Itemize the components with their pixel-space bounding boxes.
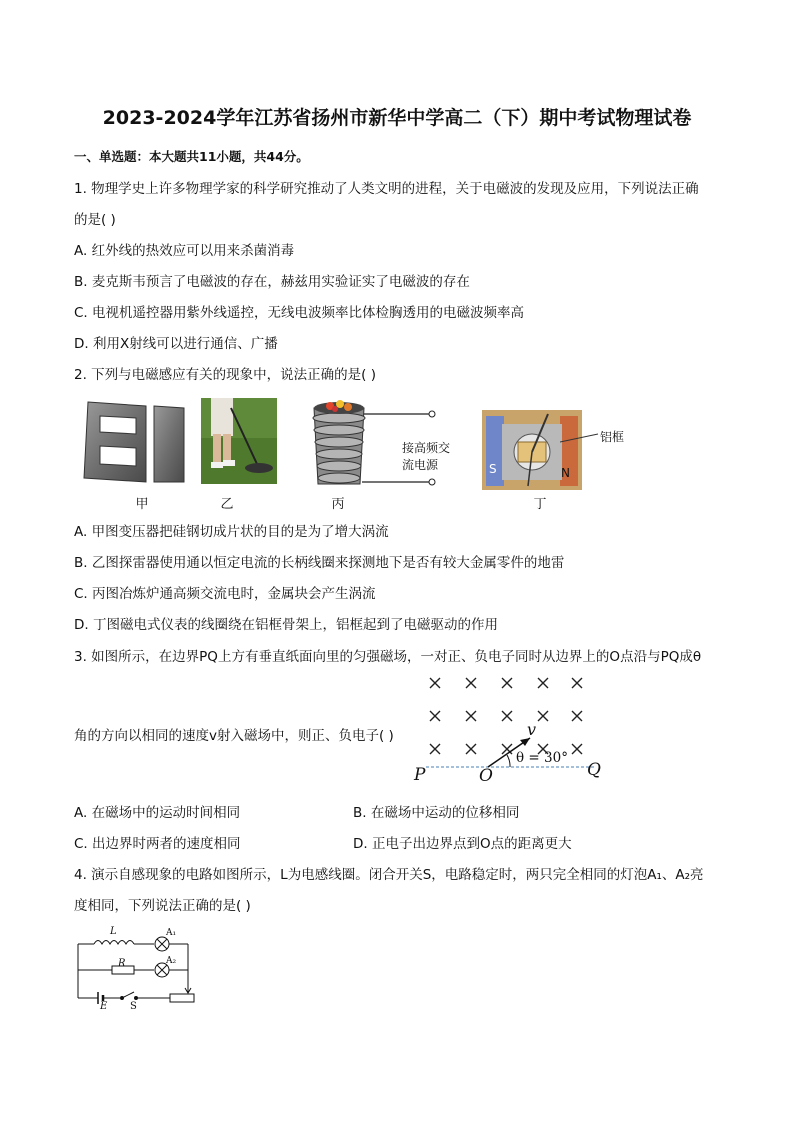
page-title: 2023-2024学年江苏省扬州市新华中学高二（下）期中考试物理试卷 [102,107,692,129]
label-a1: A₁ [166,928,177,938]
caption-ding: 丁 [533,497,547,512]
section-heading: 一、单选题：本大题共11小题，共44分。 [74,149,309,164]
figure-jia-transformer-core [80,394,192,486]
frame-leader-line [560,430,600,446]
q1-option-b: B. 麦克斯韦预言了电磁波的存在，赫兹用实验证实了电磁波的存在 [74,274,470,290]
label-r: R [118,958,126,969]
label-q: Q [587,760,601,780]
label-s: S [130,1001,137,1012]
q3-stem-line2: 角的方向以相同的速度v射入磁场中，则正、负电子( ) [74,728,394,744]
q2-option-c: C. 丙图冶炼炉通高频交流电时，金属块会产生涡流 [74,586,376,602]
q1-stem-line1: 1. 物理学史上许多物理学家的科学研究推动了人类文明的进程，关于电磁波的发现及应用，下列说法正确 [74,181,699,197]
q3-stem-line1: 3. 如图所示，在边界PQ上方有垂直纸面向里的匀强磁场，一对正、负电子同时从边界上的O点沿与PQ成θ [74,649,702,665]
source-label-line1: 接高频交 [402,441,451,455]
q2-option-a: A. 甲图变压器把硅钢切成片状的目的是为了增大涡流 [74,524,389,540]
figure-yi-mine-detector [201,398,277,484]
q4-stem-line2: 度相同，下列说法正确的是( ) [74,898,251,914]
q3-option-d: D. 正电子出边界点到O点的距离更大 [353,836,572,852]
source-label-line2: 流电源 [402,458,439,472]
q4-stem-line1: 4. 演示自感现象的电路如图所示，L为电感线圈。闭合开关S，电路稳定时，两只完全相同的灯泡A₁、A₂亮 [74,867,704,883]
pole-s-label: S [489,462,497,476]
label-p: P [414,765,426,785]
label-o: O [479,766,493,786]
caption-yi: 乙 [220,497,234,512]
figure-q4-circuit [72,926,202,1014]
q1-option-c: C. 电视机遥控器用紫外线遥控，无线电波频率比体检胸透用的电磁波频率高 [74,305,525,321]
q3-option-c: C. 出边界时两者的速度相同 [74,836,241,852]
q2-option-b: B. 乙图探雷器使用通以恒定电流的长柄线圈来探测地下是否有较大金属零件的地雷 [74,555,565,571]
pole-n-label: N [561,466,570,480]
q3-option-a: A. 在磁场中的运动时间相同 [74,805,241,821]
label-a2: A₂ [166,956,177,966]
field-cross-marks [430,678,582,754]
figure-q3-magnetic-field [410,668,610,784]
caption-jia: 甲 [135,497,149,512]
label-l: L [110,926,117,937]
q1-option-a: A. 红外线的热效应可以用来杀菌消毒 [74,243,295,259]
q3-option-b: B. 在磁场中运动的位移相同 [353,805,520,821]
q1-option-d: D. 利用X射线可以进行通信、广播 [74,336,278,352]
q1-stem-line2: 的是( ) [74,212,116,228]
label-e: E [100,1001,108,1012]
angle-label: θ = 30° [516,750,568,766]
q2-option-d: D. 丁图磁电式仪表的线圈绕在铝框骨架上，铝框起到了电磁驱动的作用 [74,617,498,633]
q2-stem: 2. 下列与电磁感应有关的现象中，说法正确的是( ) [74,367,376,383]
caption-bing: 丙 [331,497,345,512]
frame-label: 铝框 [600,430,625,444]
label-v: v [527,720,537,739]
